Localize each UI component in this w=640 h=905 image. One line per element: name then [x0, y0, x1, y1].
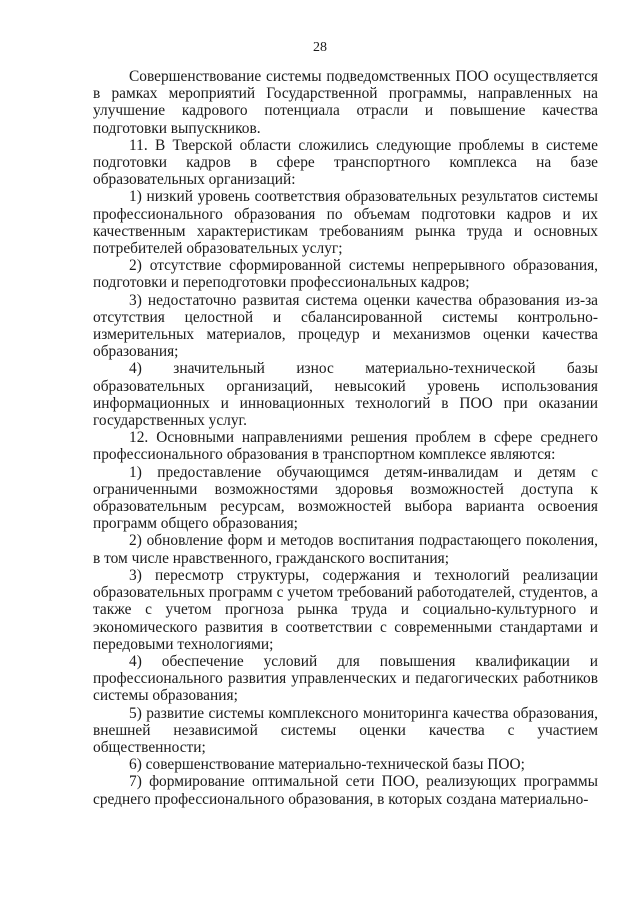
paragraph-problems-heading: 11. В Тверской области сложились следующие проблемы в системе подготовки кадров в сфере транспортного комплекса на базе образовательных организаций:: [93, 136, 598, 189]
paragraph-problem-2: 2) отсутствие сформированной системы непрерывного образования, подготовки и переподготовки профессиональных кадров;: [93, 257, 598, 292]
paragraph-problem-4: 4) значительный износ материально-технической базы образовательных организаций, невысокий уровень использования информационных и инновационных технологий в ПОО при оказании государственных услуг.: [93, 360, 598, 430]
paragraph-direction-5: 5) развитие системы комплексного мониторинга качества образования, внешней независимой системы оценки качества с участием общественности;: [93, 704, 598, 756]
page-number: 28: [313, 40, 327, 55]
paragraph-direction-7: 7) формирование оптимальной сети ПОО, реализующих программы среднего профессионального образования, в которых создана материально-: [93, 773, 598, 808]
paragraph-problem-1: 1) низкий уровень соответствия образовательных результатов системы профессионального образования по объемам подготовки кадров и их качественным характеристикам требованиям рынка труда и основных потребителей образовательных услуг;: [93, 188, 598, 258]
paragraph-problem-3: 3) недостаточно развитая система оценки качества образования из-за отсутствия целостной и сбалансированной системы контрольно-измерительных материалов, процедур и механизмов оценки качества образования;: [93, 291, 598, 361]
paragraph-directions-heading: 12. Основными направлениями решения проблем в сфере среднего профессионального образования в транспортном комплексе являются:: [93, 429, 598, 464]
paragraph-intro: Совершенствование системы подведомственных ПОО осуществляется в рамках мероприятий Государственной программы, направленных на улучшение кадрового потенциала отрасли и повышение качества подготовки выпускников.: [93, 68, 598, 137]
paragraph-direction-3: 3) пересмотр структуры, содержания и технологий реализации образовательных программ с учетом требований работодателей, студентов, а также с учетом прогноза рынка труда и социально-культурного и экономического развития в соответствии с современными стандартами и передовыми технологиями;: [93, 566, 598, 653]
paragraph-direction-2: 2) обновление форм и методов воспитания подрастающего поколения, в том числе нравственного, гражданского воспитания;: [93, 532, 598, 567]
paragraph-direction-1: 1) предоставление обучающимся детям-инвалидам и детям с ограниченными возможностями здоровья возможностей доступа к образовательным ресурсам, возможностей выбора варианта освоения программ общего образования;: [93, 463, 598, 533]
paragraph-direction-4: 4) обеспечение условий для повышения квалификации и профессионального развития управленческих и педагогических работников системы образования;: [93, 652, 598, 705]
document-body: [93, 68, 598, 808]
paragraph-direction-6: 6) совершенствование материально-технической базы ПОО;: [129, 756, 525, 774]
